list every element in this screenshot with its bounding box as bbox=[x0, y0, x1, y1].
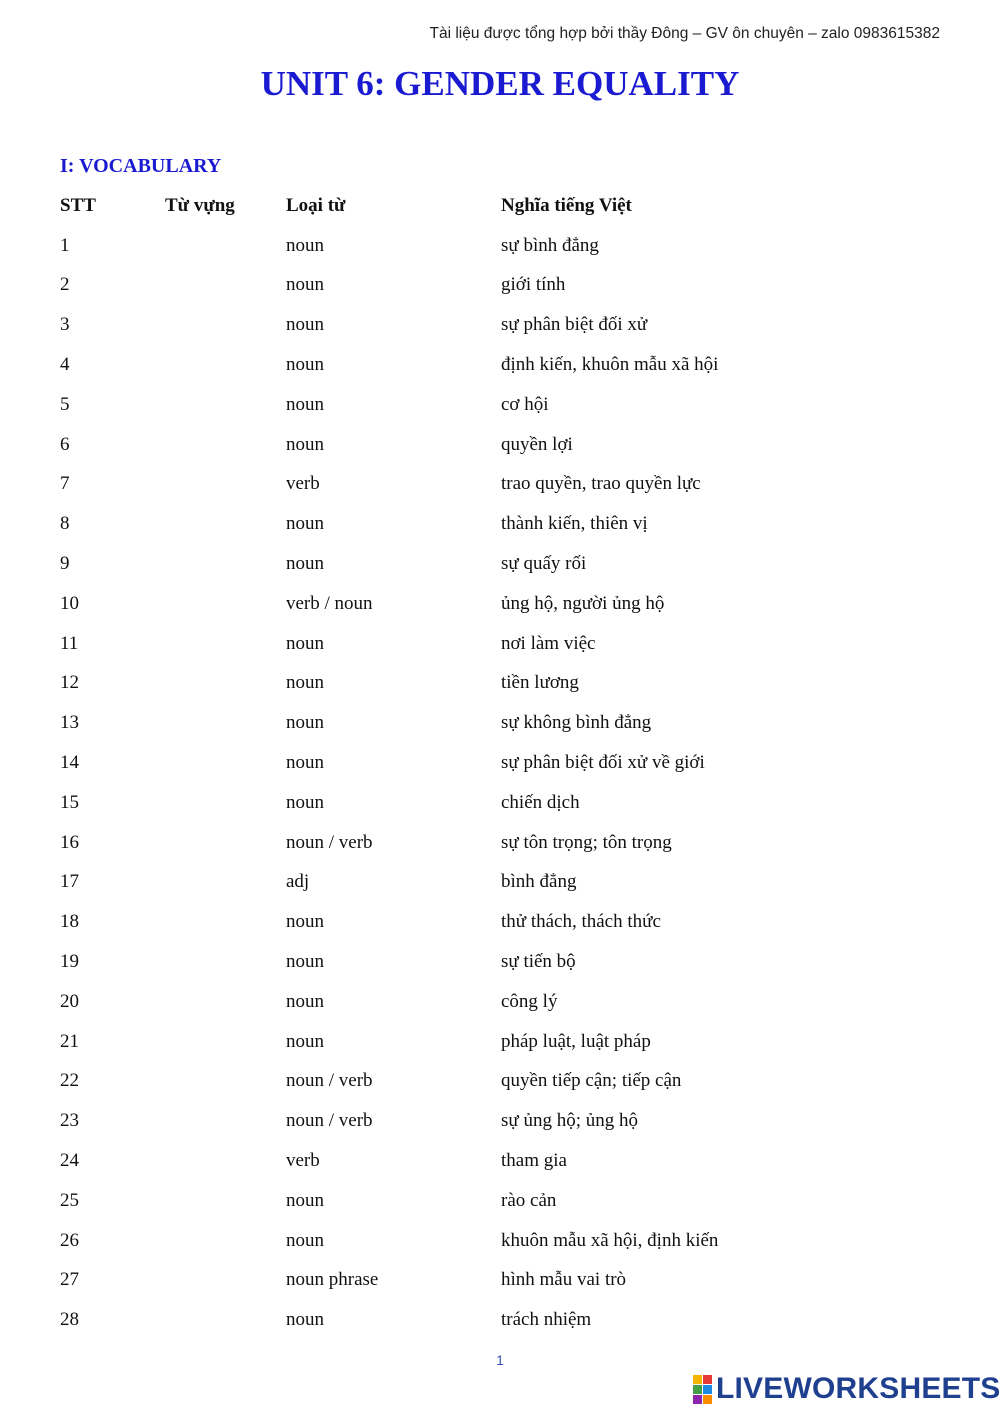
cell-word bbox=[165, 743, 286, 783]
cell-stt: 8 bbox=[60, 513, 70, 535]
cell-stt: 3 bbox=[60, 314, 70, 336]
table-row bbox=[60, 1062, 931, 1102]
cell-type: noun / verb bbox=[286, 1110, 373, 1132]
cell-word bbox=[165, 664, 286, 704]
cell-stt: 17 bbox=[60, 871, 79, 893]
table-row bbox=[60, 1181, 931, 1221]
cell-type: noun phrase bbox=[286, 1269, 379, 1291]
cell-type: noun bbox=[286, 553, 324, 575]
cell-type: noun bbox=[286, 951, 324, 973]
cell-word bbox=[165, 1022, 286, 1062]
table-row bbox=[60, 1141, 931, 1181]
cell-word bbox=[165, 544, 286, 584]
cell-stt: 6 bbox=[60, 433, 70, 455]
cell-stt: 2 bbox=[60, 274, 70, 296]
logo-square bbox=[703, 1375, 712, 1384]
table-row bbox=[60, 783, 931, 823]
table-row bbox=[60, 305, 931, 345]
cell-stt: 4 bbox=[60, 354, 70, 376]
table-row bbox=[60, 743, 931, 783]
cell-meaning: hình mẫu vai trò bbox=[501, 1269, 627, 1291]
cell-stt: 12 bbox=[60, 672, 79, 694]
cell-type: noun bbox=[286, 274, 324, 296]
table-row bbox=[60, 266, 931, 306]
logo-square bbox=[703, 1385, 712, 1394]
cell-stt: 27 bbox=[60, 1269, 79, 1291]
cell-word bbox=[165, 345, 286, 385]
cell-meaning: sự tiến bộ bbox=[501, 951, 576, 973]
cell-type: noun bbox=[286, 433, 324, 455]
header-credit: Tài liệu được tổng hợp bởi thầy Đông – GV ôn chuyên – zalo 0983615382 bbox=[429, 25, 940, 42]
cell-word bbox=[165, 385, 286, 425]
cell-type: noun / verb bbox=[286, 831, 373, 853]
cell-word bbox=[165, 266, 286, 306]
cell-word bbox=[165, 305, 286, 345]
cell-meaning: sự phân biệt đối xử bbox=[501, 314, 648, 336]
cell-meaning: sự không bình đẳng bbox=[501, 712, 652, 734]
cell-type: noun bbox=[286, 513, 324, 535]
cell-meaning: sự quấy rối bbox=[501, 553, 587, 575]
cell-word bbox=[165, 1062, 286, 1102]
table-row bbox=[60, 504, 931, 544]
cell-type: noun / verb bbox=[286, 1070, 373, 1092]
cell-type: noun bbox=[286, 1189, 324, 1211]
logo-square bbox=[693, 1395, 702, 1404]
cell-meaning: chiến dịch bbox=[501, 791, 580, 813]
column-header-stt: STT bbox=[60, 194, 96, 216]
page-title: UNIT 6: GENDER EQUALITY bbox=[260, 64, 740, 103]
cell-meaning: giới tính bbox=[501, 274, 566, 296]
cell-stt: 9 bbox=[60, 553, 70, 575]
cell-meaning: bình đẳng bbox=[501, 871, 577, 893]
cell-meaning: công lý bbox=[501, 990, 558, 1012]
cell-type: noun bbox=[286, 393, 324, 415]
cell-meaning: tham gia bbox=[501, 1150, 567, 1172]
cell-word bbox=[165, 465, 286, 505]
cell-stt: 21 bbox=[60, 1030, 79, 1052]
cell-meaning: thử thách, thách thức bbox=[501, 911, 661, 933]
table-row bbox=[60, 1261, 931, 1301]
liveworksheets-logo bbox=[693, 1372, 1000, 1406]
cell-word bbox=[165, 425, 286, 465]
table-row bbox=[60, 902, 931, 942]
cell-stt: 23 bbox=[60, 1110, 79, 1132]
column-header-meaning: Nghĩa tiếng Việt bbox=[501, 194, 632, 216]
cell-meaning: sự phân biệt đối xử về giới bbox=[501, 752, 705, 774]
table-row bbox=[60, 1221, 931, 1261]
cell-meaning: quyền tiếp cận; tiếp cận bbox=[501, 1070, 682, 1092]
table-row bbox=[60, 226, 931, 266]
cell-meaning: rào cản bbox=[501, 1189, 557, 1211]
cell-word bbox=[165, 1221, 286, 1261]
cell-word bbox=[165, 982, 286, 1022]
table-header-row bbox=[60, 186, 931, 226]
table-row bbox=[60, 1101, 931, 1141]
cell-stt: 10 bbox=[60, 592, 79, 614]
logo-square bbox=[693, 1375, 702, 1384]
cell-meaning: trách nhiệm bbox=[501, 1309, 592, 1331]
cell-word bbox=[165, 1300, 286, 1340]
table-row bbox=[60, 385, 931, 425]
cell-meaning: trao quyền, trao quyền lực bbox=[501, 473, 701, 495]
cell-stt: 15 bbox=[60, 791, 79, 813]
cell-word bbox=[165, 703, 286, 743]
cell-type: verb bbox=[286, 473, 320, 495]
section-heading: I: VOCABULARY bbox=[60, 155, 222, 177]
cell-type: noun bbox=[286, 712, 324, 734]
cell-stt: 25 bbox=[60, 1189, 79, 1211]
cell-stt: 1 bbox=[60, 234, 70, 256]
table-body bbox=[60, 226, 931, 1340]
cell-type: noun bbox=[286, 990, 324, 1012]
cell-type: noun bbox=[286, 1309, 324, 1331]
cell-word bbox=[165, 863, 286, 903]
cell-type: noun bbox=[286, 632, 324, 654]
table-row bbox=[60, 664, 931, 704]
cell-meaning: định kiến, khuôn mẫu xã hội bbox=[501, 354, 719, 376]
cell-word bbox=[165, 1261, 286, 1301]
cell-type: noun bbox=[286, 354, 324, 376]
cell-type: noun bbox=[286, 234, 324, 256]
column-header-type: Loại từ bbox=[286, 194, 346, 216]
cell-meaning: quyền lợi bbox=[501, 433, 573, 455]
table-row bbox=[60, 823, 931, 863]
cell-stt: 7 bbox=[60, 473, 70, 495]
cell-meaning: thành kiến, thiên vị bbox=[501, 513, 648, 535]
table-row bbox=[60, 624, 931, 664]
cell-type: noun bbox=[286, 791, 324, 813]
cell-stt: 14 bbox=[60, 752, 79, 774]
cell-stt: 19 bbox=[60, 951, 79, 973]
cell-word bbox=[165, 624, 286, 664]
cell-type: noun bbox=[286, 1229, 324, 1251]
page-number: 1 bbox=[496, 1352, 504, 1368]
cell-stt: 13 bbox=[60, 712, 79, 734]
cell-type: adj bbox=[286, 871, 310, 893]
cell-meaning: cơ hội bbox=[501, 393, 549, 415]
cell-word bbox=[165, 584, 286, 624]
table-row bbox=[60, 544, 931, 584]
table-row bbox=[60, 703, 931, 743]
logo-square bbox=[693, 1385, 702, 1394]
cell-meaning: tiền lương bbox=[501, 672, 579, 694]
vocabulary-table bbox=[60, 186, 931, 1340]
cell-type: noun bbox=[286, 314, 324, 336]
cell-meaning: nơi làm việc bbox=[501, 632, 596, 654]
cell-type: noun bbox=[286, 752, 324, 774]
cell-meaning: ủng hộ, người ủng hộ bbox=[501, 592, 665, 614]
table-row bbox=[60, 425, 931, 465]
cell-word bbox=[165, 942, 286, 982]
cell-word bbox=[165, 504, 286, 544]
logo-square bbox=[703, 1395, 712, 1404]
cell-word bbox=[165, 783, 286, 823]
cell-word bbox=[165, 1101, 286, 1141]
cell-word bbox=[165, 226, 286, 266]
table-row bbox=[60, 345, 931, 385]
cell-word bbox=[165, 823, 286, 863]
cell-stt: 16 bbox=[60, 831, 79, 853]
cell-word bbox=[165, 1181, 286, 1221]
table-row bbox=[60, 863, 931, 903]
table-row bbox=[60, 982, 931, 1022]
column-header-word: Từ vựng bbox=[165, 194, 235, 216]
cell-meaning: sự ủng hộ; ủng hộ bbox=[501, 1110, 638, 1132]
cell-meaning: khuôn mẫu xã hội, định kiến bbox=[501, 1229, 719, 1251]
table-row bbox=[60, 1022, 931, 1062]
table-row bbox=[60, 465, 931, 505]
cell-stt: 28 bbox=[60, 1309, 79, 1331]
cell-stt: 22 bbox=[60, 1070, 79, 1092]
liveworksheets-logo-icon bbox=[693, 1375, 712, 1404]
cell-stt: 20 bbox=[60, 990, 79, 1012]
table-row bbox=[60, 942, 931, 982]
cell-stt: 26 bbox=[60, 1229, 79, 1251]
cell-stt: 24 bbox=[60, 1150, 79, 1172]
cell-word bbox=[165, 902, 286, 942]
cell-meaning: sự tôn trọng; tôn trọng bbox=[501, 831, 672, 853]
table-row bbox=[60, 584, 931, 624]
cell-type: noun bbox=[286, 672, 324, 694]
cell-stt: 11 bbox=[60, 632, 79, 654]
cell-stt: 5 bbox=[60, 393, 70, 415]
cell-type: verb bbox=[286, 1150, 320, 1172]
cell-type: noun bbox=[286, 911, 324, 933]
cell-type: noun bbox=[286, 1030, 324, 1052]
logo-text: LIVEWORKSHEETS bbox=[716, 1372, 1000, 1405]
cell-type: verb / noun bbox=[286, 592, 373, 614]
table-row bbox=[60, 1300, 931, 1340]
cell-meaning: sự bình đẳng bbox=[501, 234, 599, 256]
cell-word bbox=[165, 1141, 286, 1181]
cell-meaning: pháp luật, luật pháp bbox=[501, 1030, 651, 1052]
cell-stt: 18 bbox=[60, 911, 79, 933]
